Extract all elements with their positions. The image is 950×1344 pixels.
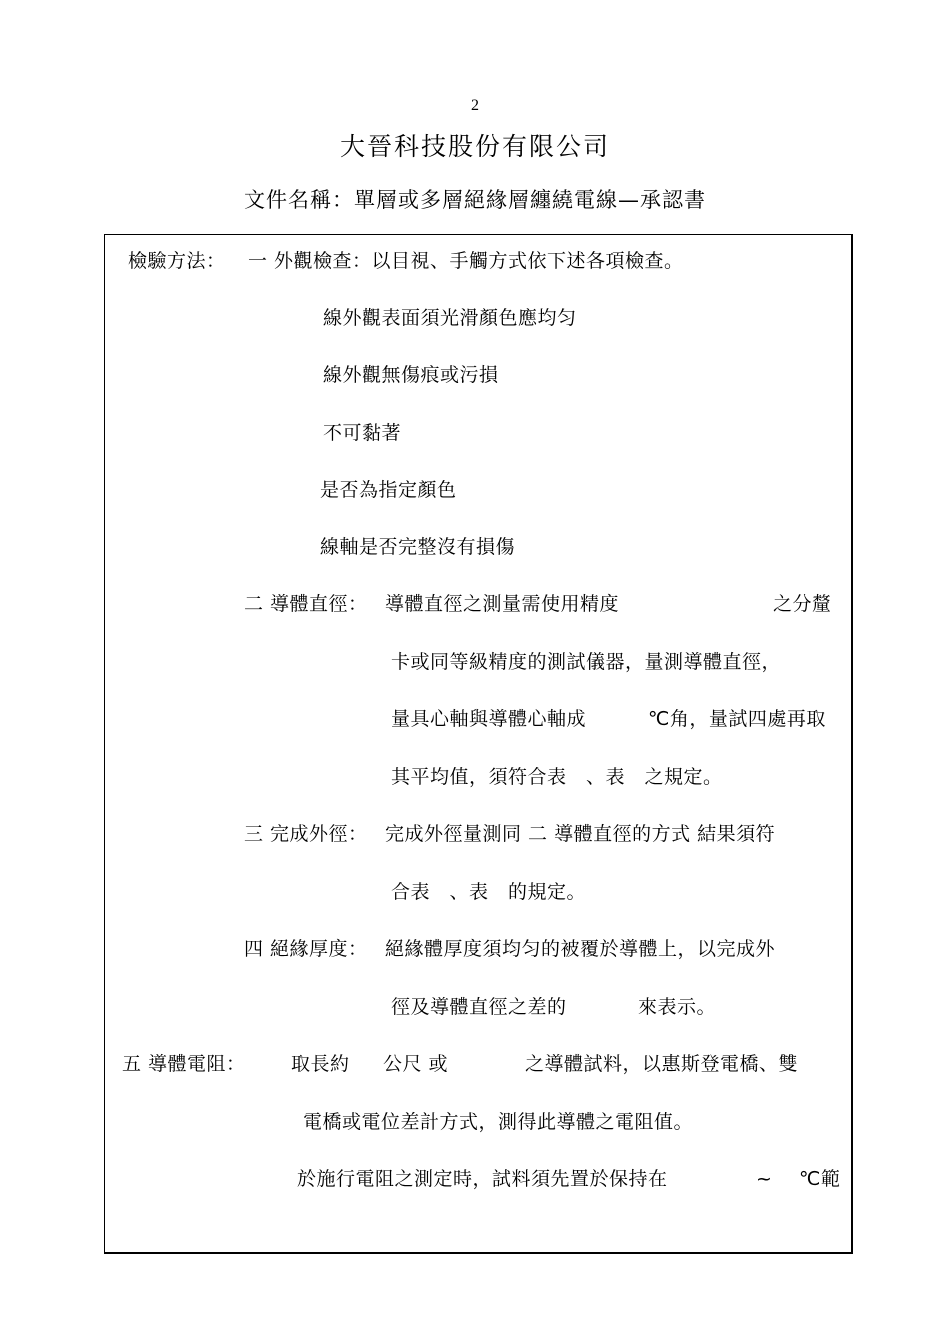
section-4-text: 徑及導體直徑之差的 xyxy=(391,996,567,1018)
section-2-text: 其平均值，須符合表 、表 之規定。 xyxy=(391,766,723,788)
section-3-text: 完成外徑量測同 二 導體直徑的方式 結果須符 xyxy=(385,823,776,845)
section-4-text: 來表示。 xyxy=(638,996,717,1018)
section-2-text: 之分釐 xyxy=(773,593,832,615)
section-2-text: 量具心軸與導體心軸成 xyxy=(391,708,587,730)
section-2-text: 卡或同等級精度的測試儀器，量測導體直徑， xyxy=(391,651,782,673)
document-title: 文件名稱：單層或多層絕緣層纏繞電線—承認書 xyxy=(244,188,706,212)
inspection-method-label: 檢驗方法： xyxy=(128,250,226,272)
page-number: 2 xyxy=(471,97,479,114)
section-1-item: 線軸是否完整沒有損傷 xyxy=(320,536,516,558)
company-name: 大晉科技股份有限公司 xyxy=(339,132,610,161)
section-4-label: 四 絕緣厚度： xyxy=(244,938,368,960)
section-1-item: 線外觀無傷痕或污損 xyxy=(323,364,499,386)
section-1-item: 是否為指定顏色 xyxy=(320,479,457,501)
section-4-text: 絕緣體厚度須均匀的被覆於導體上，以完成外 xyxy=(385,938,776,960)
section-5-text: 取長約 xyxy=(291,1053,350,1075)
section-2-text: 導體直徑之測量需使用精度 xyxy=(385,593,620,615)
section-1-item: 不可黏著 xyxy=(323,422,402,444)
section-5-text: 公尺 或 xyxy=(383,1053,449,1075)
section-5-text: 於施行電阻之測定時，試料須先置於保持在 xyxy=(297,1168,668,1190)
section-2-text: ℃角，量試四處再取 xyxy=(648,708,826,730)
section-3-label: 三 完成外徑： xyxy=(244,823,368,845)
section-1-item: 線外觀表面須光滑顏色應均匀 xyxy=(323,307,577,329)
section-1-heading: 一 外觀檢查：以目視、手觸方式依下述各項檢查。 xyxy=(248,250,684,272)
section-5-text: ~ xyxy=(756,1168,773,1190)
section-2-label: 二 導體直徑： xyxy=(244,593,368,615)
section-5-text: ℃範 xyxy=(799,1168,841,1190)
section-5-text: 電橋或電位差計方式，測得此導體之電阻值。 xyxy=(303,1111,694,1133)
section-3-text: 合表 、表 的規定。 xyxy=(391,881,587,903)
section-5-label: 五 導體電阻： xyxy=(122,1053,246,1075)
section-5-text: 之導體試料，以惠斯登電橋、雙 xyxy=(525,1053,799,1075)
